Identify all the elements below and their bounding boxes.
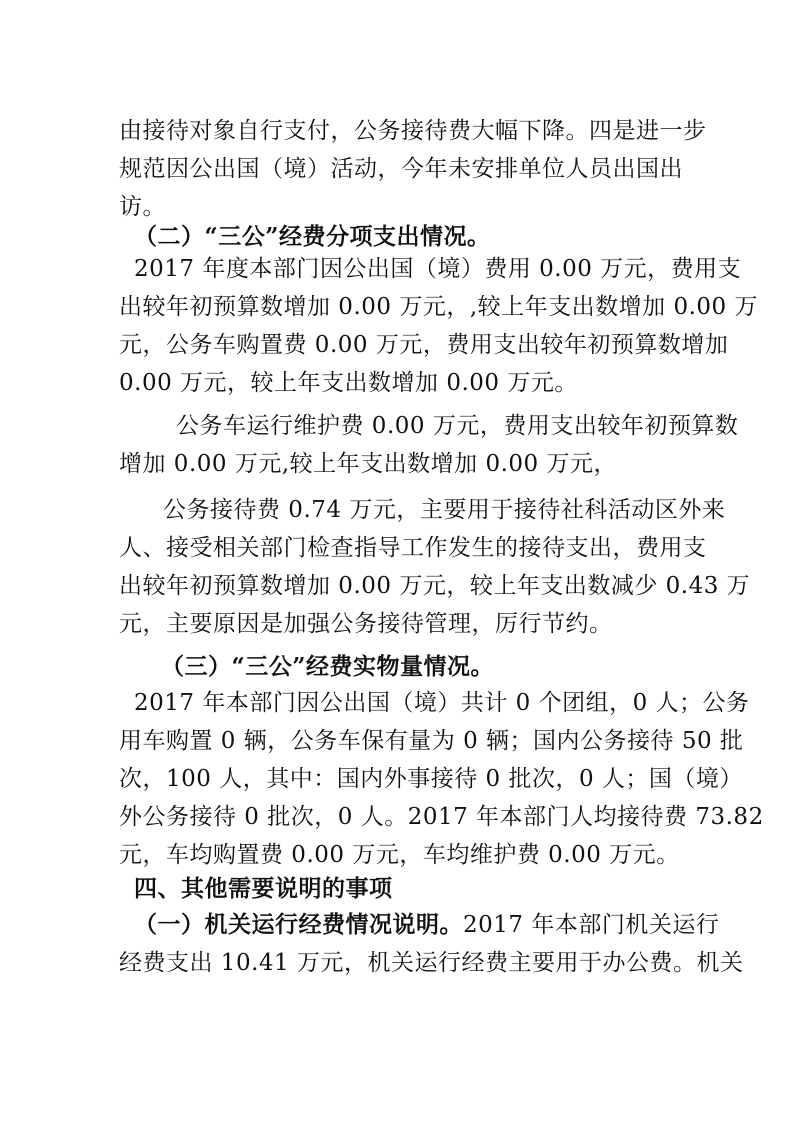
paragraph-line-23: 经费支出 10.41 万元，机关运行经费主要用于办公费。机关 xyxy=(119,950,744,976)
paragraph-line-1: 由接待对象自行支付，公务接待费大幅下降。四是进一步 xyxy=(119,118,707,144)
paragraph-line-7: 元，公务车购置费 0.00 万元，费用支出较年初预算数增加 xyxy=(119,332,729,358)
paragraph-line-19: 外公务接待 0 批次，0 人。2017 年本部门人均接待费 73.82 xyxy=(119,804,764,830)
paragraph-line-3: 访。 xyxy=(119,194,166,220)
section-heading-4: 四、其他需要说明的事项 xyxy=(134,875,393,902)
paragraph-line-12: 人、接受相关部门检查指导工作发生的接待支出，费用支 xyxy=(119,535,707,561)
paragraph-line-16: 2017 年本部门因公出国（境）共计 0 个团组，0 人；公务 xyxy=(134,690,750,716)
paragraph-line-14: 元，主要原因是加强公务接待管理，厉行节约。 xyxy=(119,611,613,637)
paragraph-line-10: 增加 0.00 万元,较上年支出数增加 0.00 万元， xyxy=(119,451,617,477)
subsection-heading-1: （一）机关运行经费情况说明。 xyxy=(134,911,463,938)
paragraph-line-22-text: 2017 年本部门机关运行 xyxy=(463,912,720,938)
paragraph-line-5: 2017 年度本部门因公出国（境）费用 0.00 万元，费用支 xyxy=(134,256,742,282)
paragraph-line-9: 公务车运行维护费 0.00 万元，费用支出较年初预算数 xyxy=(176,413,739,439)
paragraph-line-20: 元，车均购置费 0.00 万元，车均维护费 0.00 万元。 xyxy=(119,842,680,868)
section-heading-3: （三）“三公”经费实物量情况。 xyxy=(161,653,494,680)
paragraph-line-6: 出较年初预算数增加 0.00 万元，,较上年支出数增加 0.00 万 xyxy=(119,294,758,320)
paragraph-line-18: 次，100 人，其中：国内外事接待 0 批次，0 人；国（境） xyxy=(119,766,743,792)
paragraph-line-8: 0.00 万元，较上年支出数增加 0.00 万元。 xyxy=(119,370,578,396)
paragraph-line-2: 规范因公出国（境）活动，今年未安排单位人员出国出 xyxy=(119,156,683,182)
paragraph-line-13: 出较年初预算数增加 0.00 万元，较上年支出数减少 0.43 万 xyxy=(119,573,751,599)
paragraph-line-17: 用车购置 0 辆，公务车保有量为 0 辆；国内公务接待 50 批 xyxy=(119,728,744,754)
paragraph-line-22 xyxy=(134,910,719,940)
paragraph-line-11: 公务接待费 0.74 万元，主要用于接待社科活动区外来 xyxy=(163,497,726,523)
section-heading-2: （二）“三公”经费分项支出情况。 xyxy=(134,223,491,250)
